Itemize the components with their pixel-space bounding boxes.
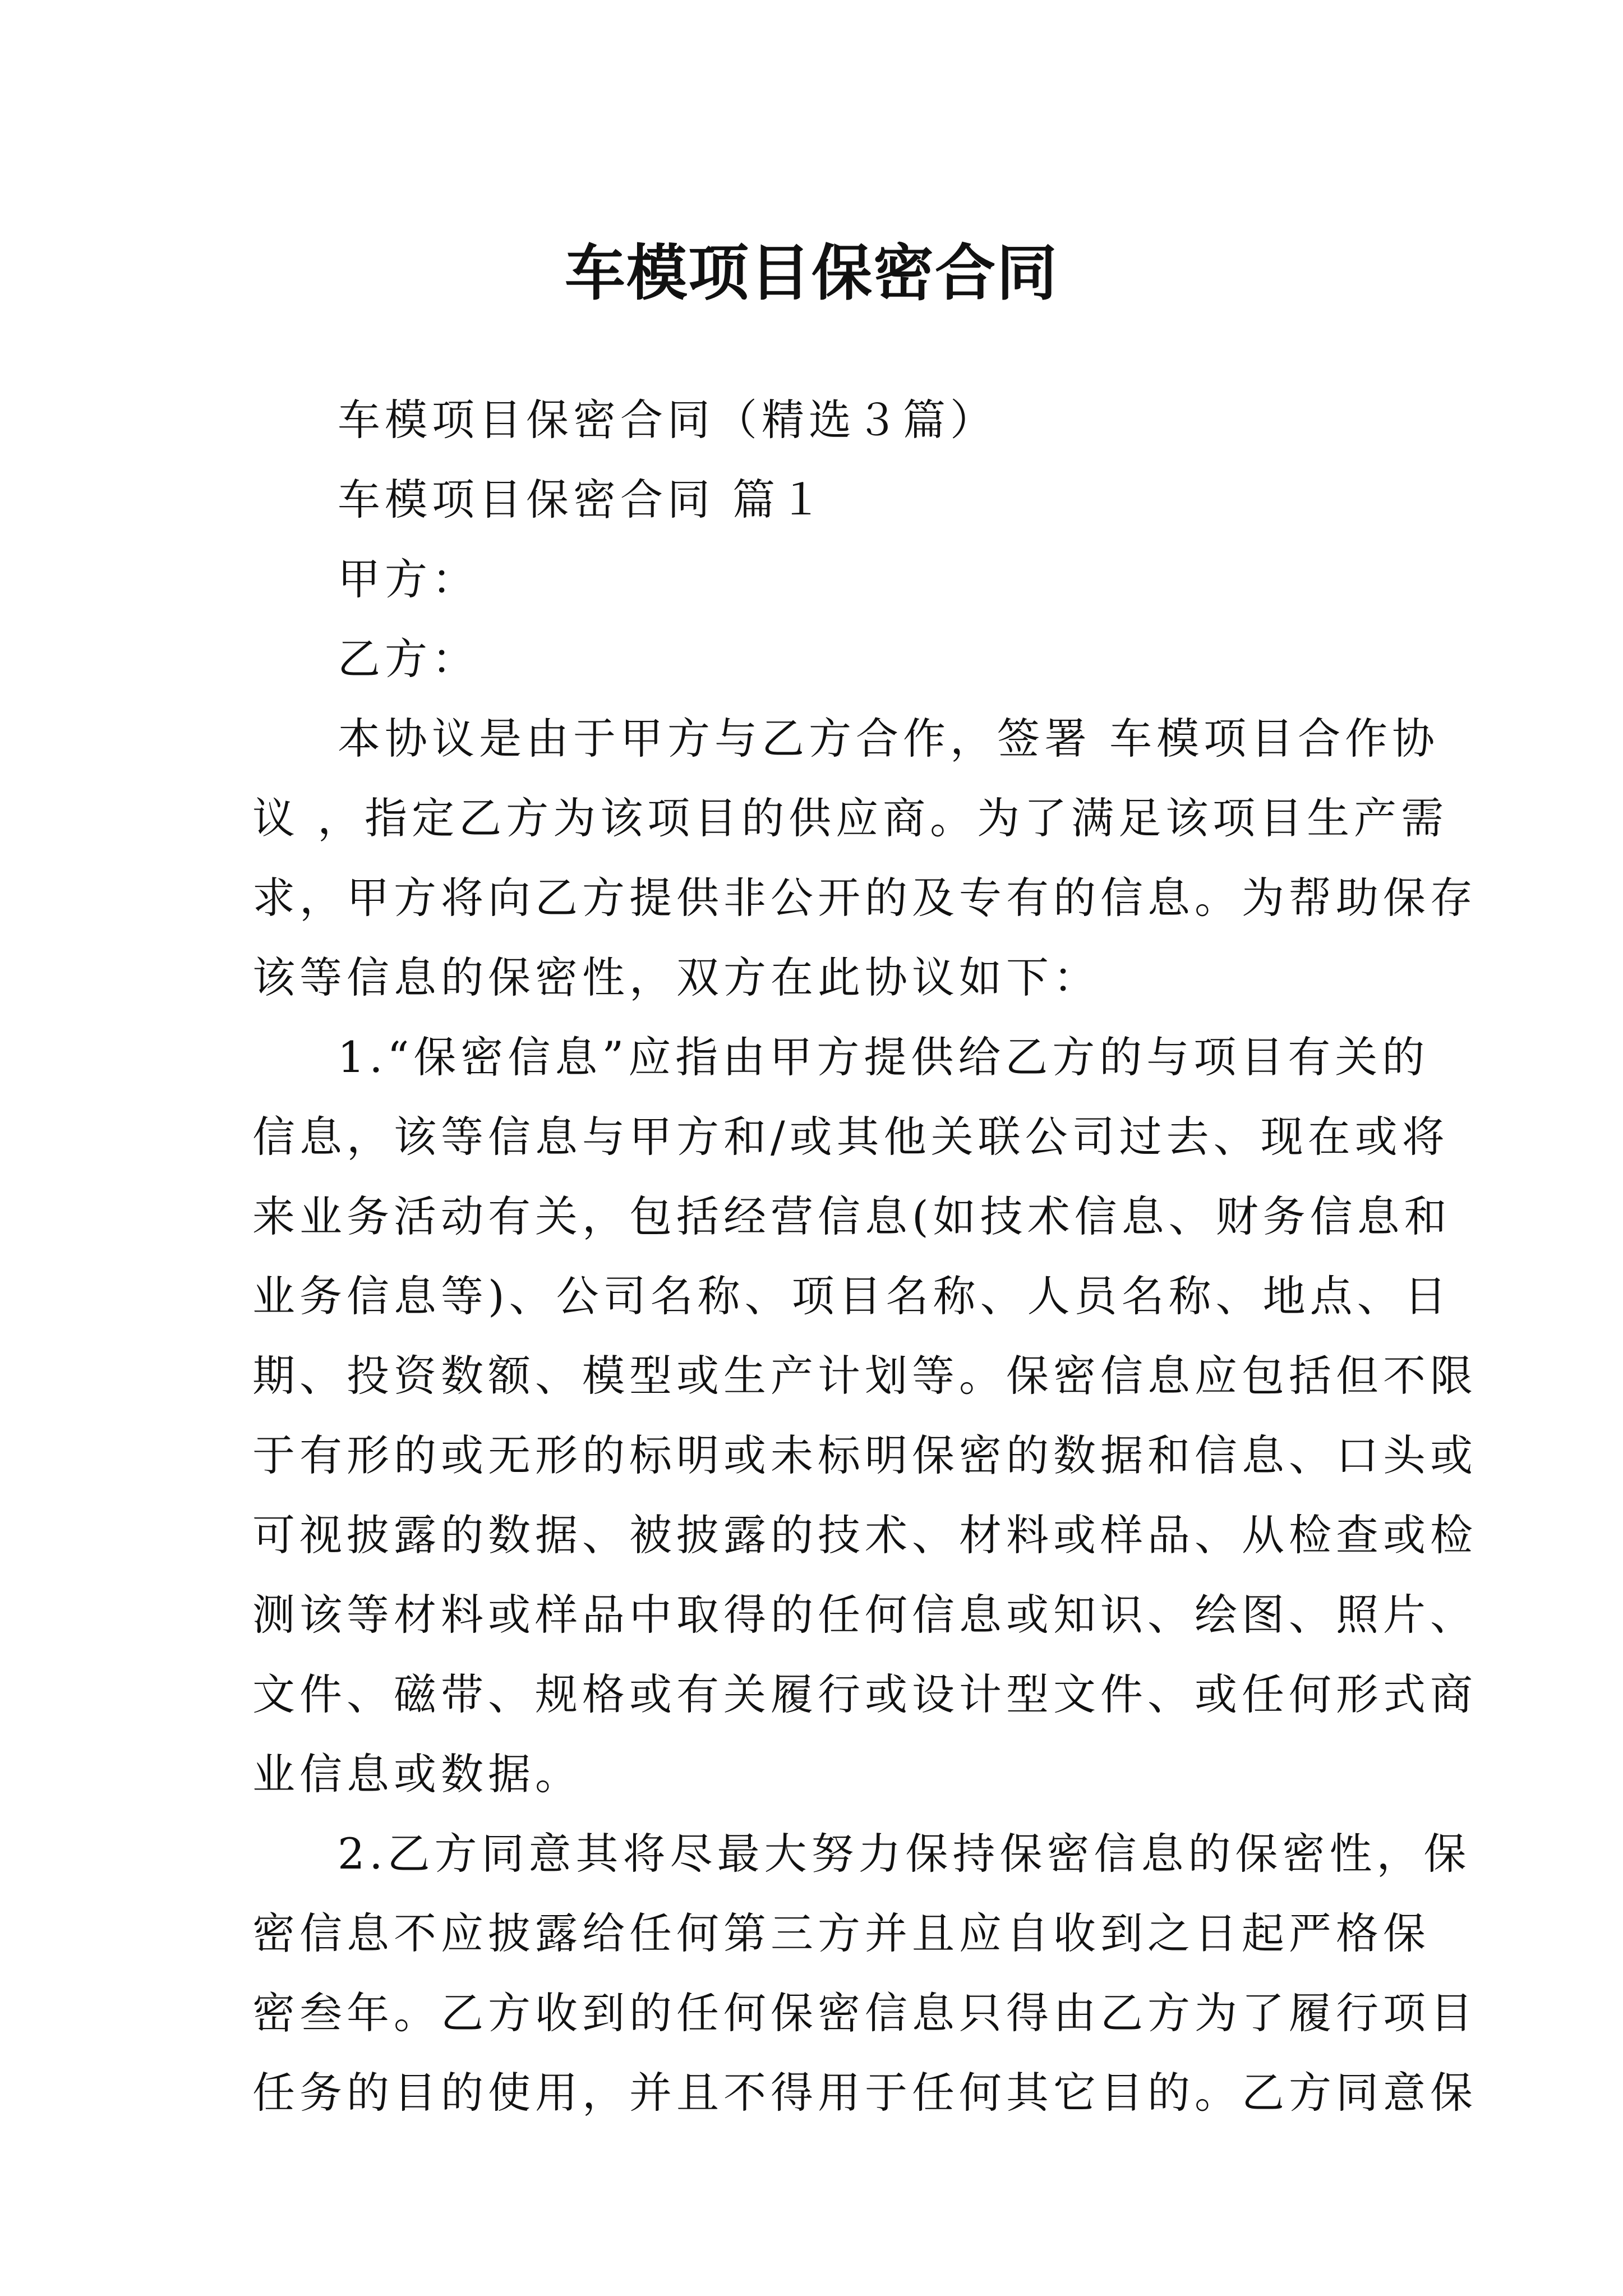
document-line: 来业务活动有关，包括经营信息(如技术信息、财务信息和 <box>252 1191 1451 1241</box>
document-body <box>252 380 1477 2133</box>
document-line: 本协议是由于甲方与乙方合作，签署 车模项目合作协 <box>338 714 1440 763</box>
document-line: 甲方： <box>338 554 479 604</box>
document-line: 密叁年。乙方收到的任何保密信息只得由乙方为了履行项目 <box>252 1988 1477 2038</box>
document-line: 乙方： <box>338 634 479 684</box>
document-line: 议 ，指定乙方为该项目的供应商。为了满足该项目生产需 <box>252 793 1449 843</box>
document-line: 可视披露的数据、被披露的技术、材料或样品、从检查或检 <box>252 1510 1477 1560</box>
document-line: 车模项目保密合同（精选３篇） <box>338 395 997 445</box>
document-line: 2.乙方同意其将尽最大努力保持保密信息的保密性，保 <box>338 1829 1471 1879</box>
document-line: 文件、磁带、规格或有关履行或设计型文件、或任何形式商 <box>252 1669 1477 1719</box>
document-line: 业务信息等)、公司名称、项目名称、人员名称、地点、日 <box>252 1271 1451 1321</box>
document-title: 车模项目保密合同 <box>564 238 1058 309</box>
document-line: 1.“保密信息”应指由甲方提供给乙方的与项目有关的 <box>338 1032 1430 1082</box>
document-line: 密信息不应披露给任何第三方并且应自收到之日起严格保 <box>252 1908 1430 1958</box>
document-line: 信息，该等信息与甲方和/或其他关联公司过去、现在或将 <box>252 1112 1449 1162</box>
document-line: 该等信息的保密性，双方在此协议如下： <box>252 953 1100 1002</box>
document-line: 期、投资数额、模型或生产计划等。保密信息应包括但不限 <box>252 1351 1477 1401</box>
document-line: 于有形的或无形的标明或未标明保密的数据和信息、口头或 <box>252 1430 1477 1480</box>
document-line: 测该等材料或样品中取得的任何信息或知识、绘图、照片、 <box>252 1590 1477 1640</box>
document-line: 任务的目的使用，并且不得用于任何其它目的。乙方同意保 <box>252 2068 1477 2118</box>
document-line: 业信息或数据。 <box>252 1749 582 1799</box>
document-line: 求，甲方将向乙方提供非公开的及专有的信息。为帮助保存 <box>252 873 1477 923</box>
document-line: 车模项目保密合同 篇１ <box>338 475 827 524</box>
